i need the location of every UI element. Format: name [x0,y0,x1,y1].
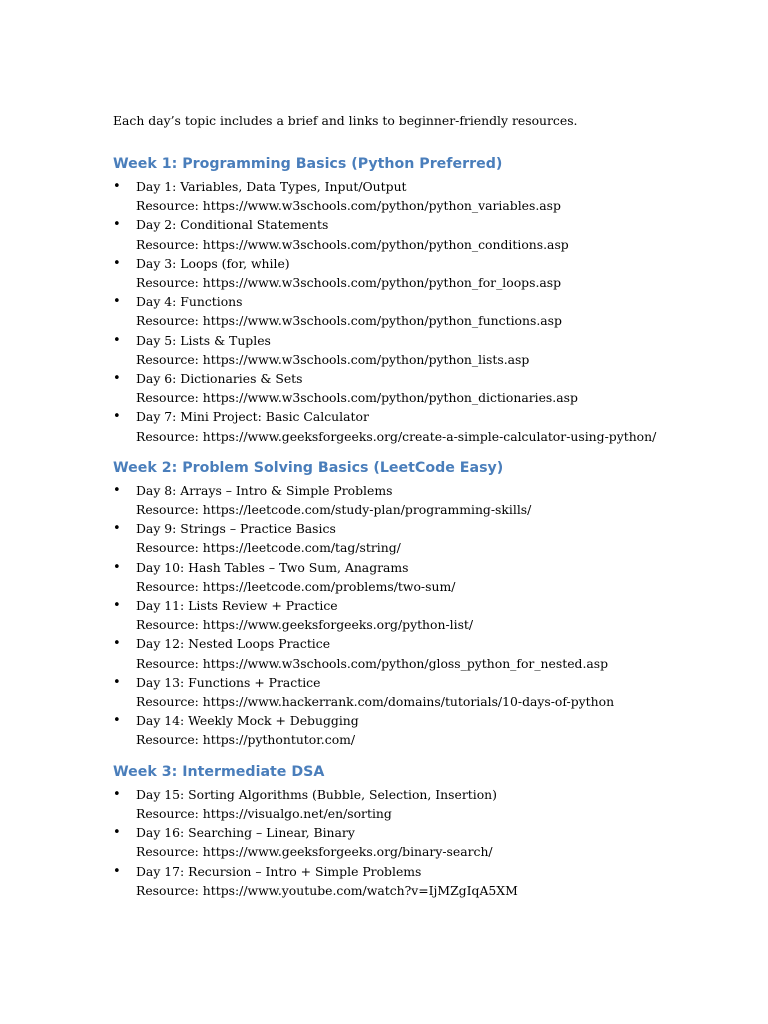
bullet-icon: • [113,825,121,841]
weeks-container [113,154,733,900]
resource-link[interactable]: Resource: https://pythontutor.com/ [136,732,356,748]
resource-link[interactable]: Resource: https://www.w3schools.com/python/python_functions.asp [136,313,562,329]
day-item [113,331,733,369]
bullet-icon: • [113,674,121,690]
day-item [113,292,733,330]
resource-link[interactable]: Resource: https://www.w3schools.com/python/python_variables.asp [136,198,561,214]
week-heading: Week 3: Intermediate DSA [113,763,325,780]
resource-link[interactable]: Resource: https://visualgo.net/en/sorting [136,805,392,821]
day-item [113,596,733,634]
day-topic: Day 10: Hash Tables – Two Sum, Anagrams [136,559,409,575]
day-item [113,711,733,749]
day-item [113,369,733,407]
resource-link[interactable]: Resource: https://www.w3schools.com/python/gloss_python_for_nested.asp [136,655,609,671]
day-item [113,785,733,823]
bullet-icon: • [113,179,121,194]
day-list [113,177,733,446]
day-topic: Day 6: Dictionaries & Sets [136,371,303,387]
bullet-icon: • [113,559,121,575]
day-topic: Day 12: Nested Loops Practice [136,636,331,652]
bullet-icon: • [113,521,121,537]
intro-text: Each day’s topic includes a brief and links to beginner-friendly resources. [113,113,578,128]
document-body [113,111,733,900]
day-topic: Day 1: Variables, Data Types, Input/Output [136,179,407,194]
week-section-2 [113,458,733,750]
resource-link[interactable]: Resource: https://leetcode.com/study-plan/programming-skills/ [136,502,532,518]
day-item [113,254,733,292]
day-list [113,481,733,750]
resource-link[interactable]: Resource: https://leetcode.com/tag/string/ [136,540,401,556]
day-item [113,407,733,445]
day-topic: Day 2: Conditional Statements [136,217,329,233]
resource-link[interactable]: Resource: https://www.w3schools.com/python/python_lists.asp [136,351,530,367]
day-topic: Day 3: Loops (for, while) [136,255,290,271]
day-item [113,481,733,519]
resource-link[interactable]: Resource: https://www.geeksforgeeks.org/binary-search/ [136,844,493,860]
day-item [113,673,733,711]
day-topic: Day 13: Functions + Practice [136,674,321,690]
day-topic: Day 14: Weekly Mock + Debugging [136,713,359,729]
day-item [113,823,733,861]
day-topic: Day 9: Strings – Practice Basics [136,521,336,537]
bullet-icon: • [113,217,121,233]
day-topic: Day 5: Lists & Tuples [136,332,271,348]
resource-link[interactable]: Resource: https://www.w3schools.com/python/python_dictionaries.asp [136,390,578,406]
bullet-icon: • [113,371,121,387]
bullet-icon: • [113,786,121,802]
bullet-icon: • [113,409,121,425]
week-section-3 [113,762,733,900]
bullet-icon: • [113,636,121,652]
day-topic: Day 16: Searching – Linear, Binary [136,825,355,841]
bullet-icon: • [113,255,121,271]
resource-link[interactable]: Resource: https://www.geeksforgeeks.org/python-list/ [136,617,474,633]
day-list [113,785,733,900]
week-section-1 [113,154,733,446]
day-topic: Day 11: Lists Review + Practice [136,598,338,614]
resource-link[interactable]: Resource: https://www.hackerrank.com/domains/tutorials/10-days-of-python [136,694,615,710]
day-item [113,519,733,557]
bullet-icon: • [113,294,121,310]
day-item [113,215,733,253]
day-item [113,862,733,900]
resource-link[interactable]: Resource: https://www.w3schools.com/python/python_for_loops.asp [136,275,562,291]
resource-link[interactable]: Resource: https://www.youtube.com/watch?v=IjMZgIqA5XM [136,882,518,898]
day-item [113,634,733,672]
week-heading: Week 2: Problem Solving Basics (LeetCode Easy) [113,459,504,476]
day-topic: Day 8: Arrays – Intro & Simple Problems [136,482,393,498]
day-item [113,558,733,596]
day-topic: Day 15: Sorting Algorithms (Bubble, Selection, Insertion) [136,786,497,802]
bullet-icon: • [113,713,121,729]
day-topic: Day 4: Functions [136,294,243,310]
bullet-icon: • [113,863,121,879]
resource-link[interactable]: Resource: https://www.geeksforgeeks.org/create-a-simple-calculator-using-python/ [136,428,657,444]
bullet-icon: • [113,482,121,498]
resource-link[interactable]: Resource: https://leetcode.com/problems/two-sum/ [136,578,456,594]
bullet-icon: • [113,332,121,348]
week-heading: Week 1: Programming Basics (Python Preferred) [113,156,503,172]
day-topic: Day 7: Mini Project: Basic Calculator [136,409,369,425]
day-item [113,177,733,215]
resource-link[interactable]: Resource: https://www.w3schools.com/python/python_conditions.asp [136,236,569,252]
day-topic: Day 17: Recursion – Intro + Simple Problems [136,863,422,879]
bullet-icon: • [113,598,121,614]
